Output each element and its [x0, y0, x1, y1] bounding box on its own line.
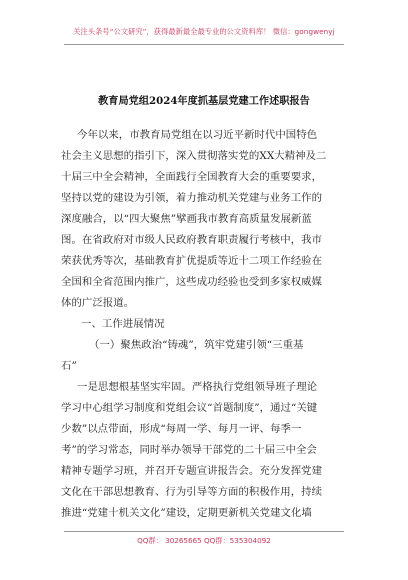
paragraph-line: 少数”以点带面，形成“每周一学、每月一评、每季一: [61, 423, 302, 435]
paragraph-line: （一）聚焦政治“铸魂”，筑牢党建引领“三重基: [89, 339, 304, 351]
paragraph-line: 深度融合，以“四大聚焦”擘画我市教育高质量发展新蓝: [61, 213, 312, 225]
paragraph-line: 学习中心组学习制度和党组会议“首题制度”，通过“关键: [61, 402, 318, 414]
header-divider: [64, 44, 344, 45]
paragraph-line: 文化在干部思想教育、行为引导等方面的积极作用，持续: [61, 486, 323, 498]
paragraph-line: 社会主义思想的指引下，深入贯彻落实党的XX大精神及二: [61, 150, 327, 162]
header-note: 关注头条号“公文研究”，获得最新最全最专业的公文资料库！ 微信：gongwenyj: [73, 27, 335, 36]
footer-contact: QQ群： 30265665 QQ群：535304092: [137, 536, 271, 545]
paragraph-line: 体的广泛报道。: [61, 297, 135, 309]
paragraph-line: 石”: [61, 360, 77, 372]
paragraph-line: 图。在省政府对市级人民政府教育职责履行考核中，我市: [61, 234, 323, 246]
paragraph-line: 考”的学习常态，同时举办领导干部党的二十届三中全会: [61, 444, 317, 456]
paragraph-line: 一、工作进展情况: [81, 318, 165, 330]
document-title: 教育局党组2024年度抓基层党建工作述职报告: [98, 95, 310, 107]
paragraph-line: 十届三中全会精神，全面践行全国教育大会的重要要求，: [61, 171, 323, 183]
paragraph-line: 坚持以党的建设为引领，着力推动机关党建与业务工作的: [61, 192, 323, 204]
paragraph-line: 精神专题学习班，并召开专题宣讲报告会。充分发挥党建: [61, 465, 323, 477]
paragraph-line: 一是思想根基坚实牢固。严格执行党组领导班子理论: [77, 381, 318, 393]
paragraph-line: 推进“党建十机关文化”建设，定期更新机关党建文化墙: [61, 507, 312, 519]
paragraph-line: 荣获优秀等次，基础教育扩优提质等近十二项工作经验在: [61, 255, 323, 267]
paragraph-line: 今年以来，市教育局党组在以习近平新时代中国特色: [77, 129, 318, 141]
footer-divider: [64, 531, 344, 532]
paragraph-line: 全国和全省范围内推广，这些成功经验也受到多家权威媒: [61, 276, 323, 288]
